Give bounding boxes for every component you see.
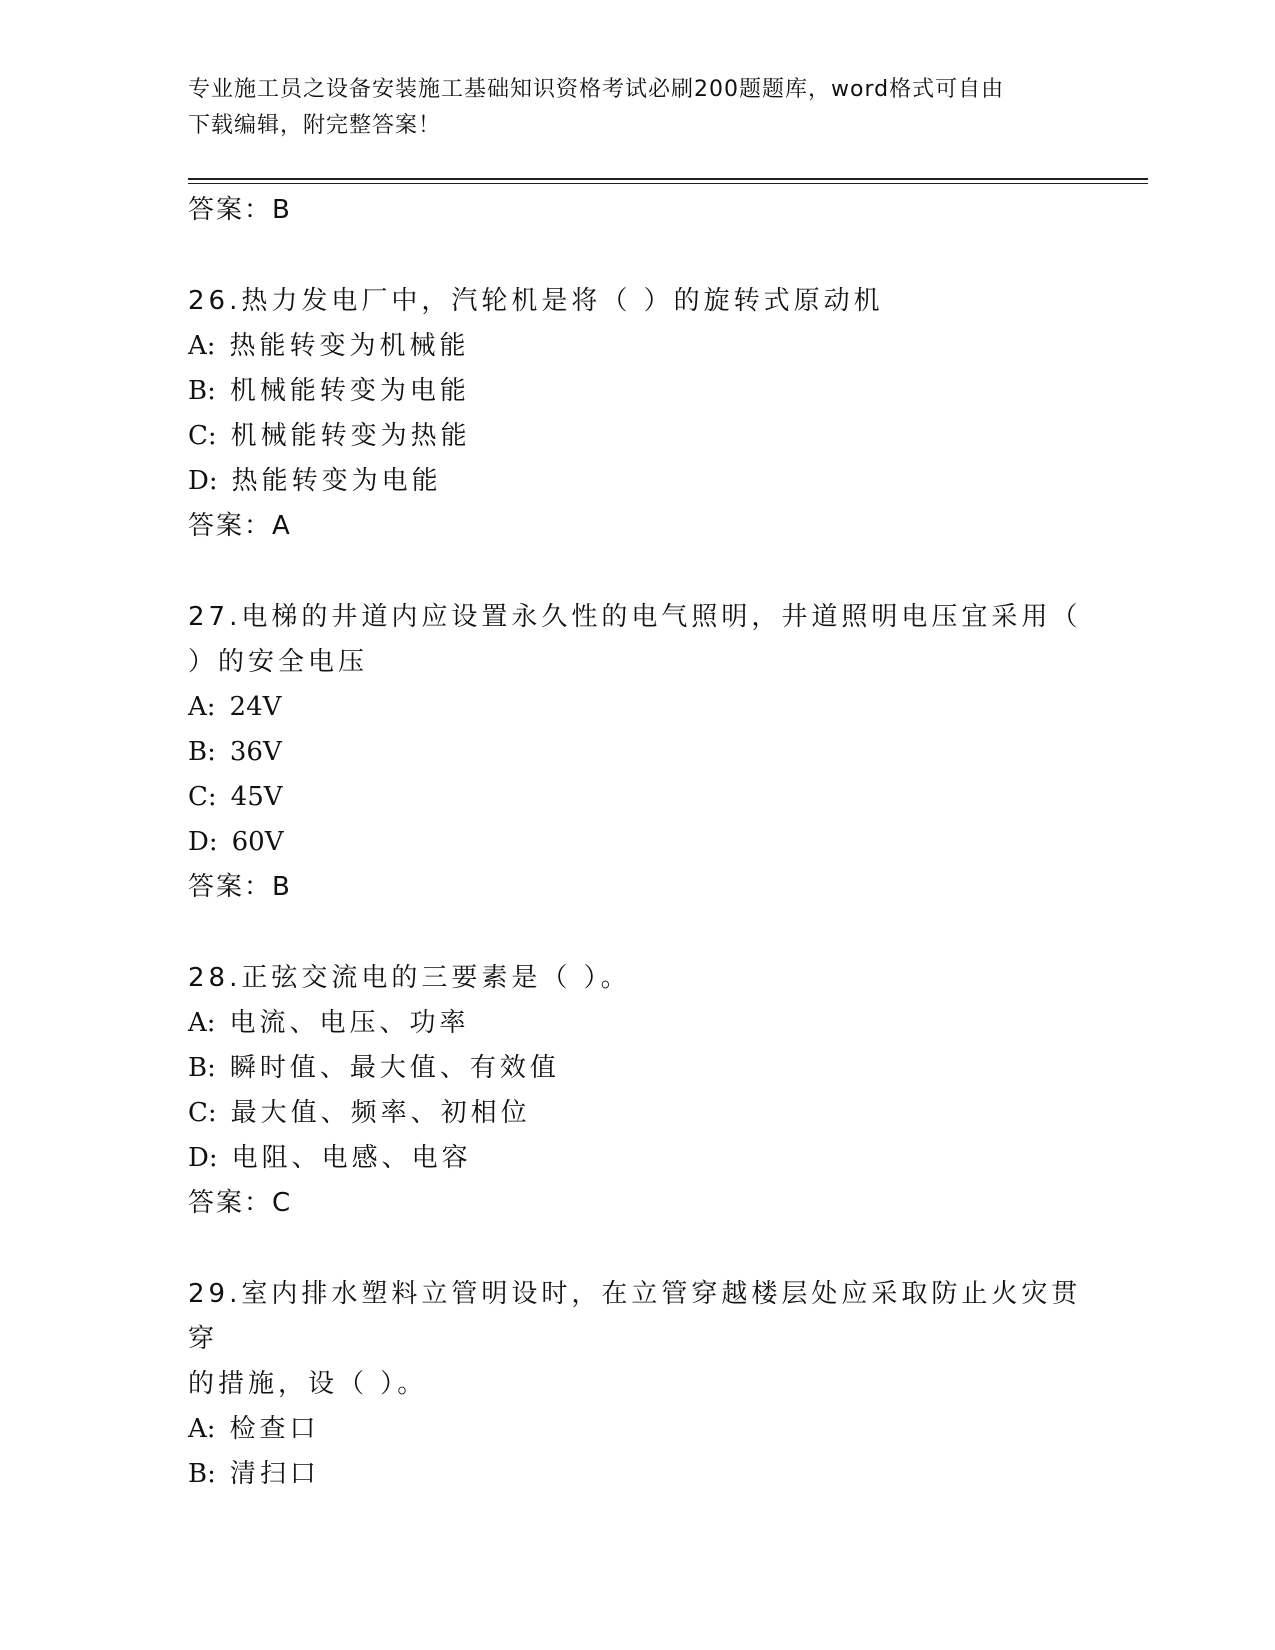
option-letter: C: (188, 1098, 217, 1128)
option-letter: A: (188, 692, 216, 722)
question-block (188, 595, 1088, 910)
option-b (188, 1452, 1088, 1497)
option-letter: D: (188, 827, 218, 857)
option-b (188, 1046, 1088, 1091)
option-letter: D: (188, 466, 218, 496)
option-text: 电流、电压、功率 (229, 1008, 470, 1038)
question-block (188, 1272, 1088, 1497)
option-c (188, 775, 1088, 820)
question-stem-line: 29.室内排水塑料立管明设时，在立管穿越楼层处应采取防止火灾贯穿 (188, 1279, 1082, 1354)
question-stem-line: 的措施，设（ ）。 (188, 1369, 428, 1399)
option-letter: A: (188, 331, 216, 361)
option-text: 45V (230, 782, 283, 812)
header-rule-thin (188, 183, 1148, 184)
option-letter: C: (188, 421, 217, 451)
spacer (188, 233, 1088, 279)
question-block (188, 956, 1088, 1226)
option-letter: A: (188, 1414, 216, 1444)
option-a (188, 685, 1088, 730)
option-a (188, 1407, 1088, 1452)
option-text: 机械能转变为热能 (230, 421, 471, 451)
option-letter: D: (188, 1143, 218, 1173)
spacer (188, 1226, 1088, 1272)
question-stem-line: 28.正弦交流电的三要素是（ ）。 (188, 963, 631, 993)
option-text: 24V (229, 692, 282, 722)
option-a (188, 1001, 1088, 1046)
answer-line: 答案：B (188, 195, 292, 225)
spacer (188, 910, 1088, 956)
option-d (188, 459, 1088, 504)
option-text: 清扫口 (229, 1459, 320, 1489)
option-text: 检查口 (229, 1414, 320, 1444)
option-c (188, 414, 1088, 459)
spacer (188, 549, 1088, 595)
option-b (188, 369, 1088, 414)
option-text: 机械能转变为电能 (229, 376, 470, 406)
question-block (188, 279, 1088, 549)
question-stem-line: 26.热力发电厂中，汽轮机是将（ ）的旋转式原动机 (188, 286, 884, 316)
option-d (188, 1136, 1088, 1181)
option-letter: C: (188, 782, 217, 812)
header-rule-thick (188, 178, 1148, 180)
answer-line: 答案：A (188, 511, 292, 541)
option-text: 电阻、电感、电容 (231, 1143, 472, 1173)
option-text: 热能转变为机械能 (229, 331, 470, 361)
option-text: 60V (231, 827, 284, 857)
question-stem-line: 27.电梯的井道内应设置永久性的电气照明，井道照明电压宜采用（ (188, 602, 1082, 632)
answer-line: 答案：B (188, 872, 292, 902)
option-letter: B: (188, 376, 216, 406)
header-line-1: 专业施工员之设备安装施工基础知识资格考试必刷200题题库，word格式可自由 (188, 77, 1005, 102)
option-d (188, 820, 1088, 865)
question-stem-line: ）的安全电压 (188, 647, 369, 677)
option-letter: A: (188, 1008, 216, 1038)
option-letter: B: (188, 737, 216, 767)
option-text: 最大值、频率、初相位 (230, 1098, 531, 1128)
answer-line: 答案：C (188, 1188, 293, 1218)
option-text: 瞬时值、最大值、有效值 (229, 1053, 560, 1083)
option-text: 36V (229, 737, 282, 767)
option-c (188, 1091, 1088, 1136)
header-line-2: 下载编辑，附完整答案！ (188, 113, 442, 138)
question-list (188, 188, 1088, 1497)
option-b (188, 730, 1088, 775)
option-text: 热能转变为电能 (231, 466, 442, 496)
option-letter: B: (188, 1053, 216, 1083)
option-a (188, 324, 1088, 369)
document-header (188, 72, 1068, 144)
option-letter: B: (188, 1459, 216, 1489)
